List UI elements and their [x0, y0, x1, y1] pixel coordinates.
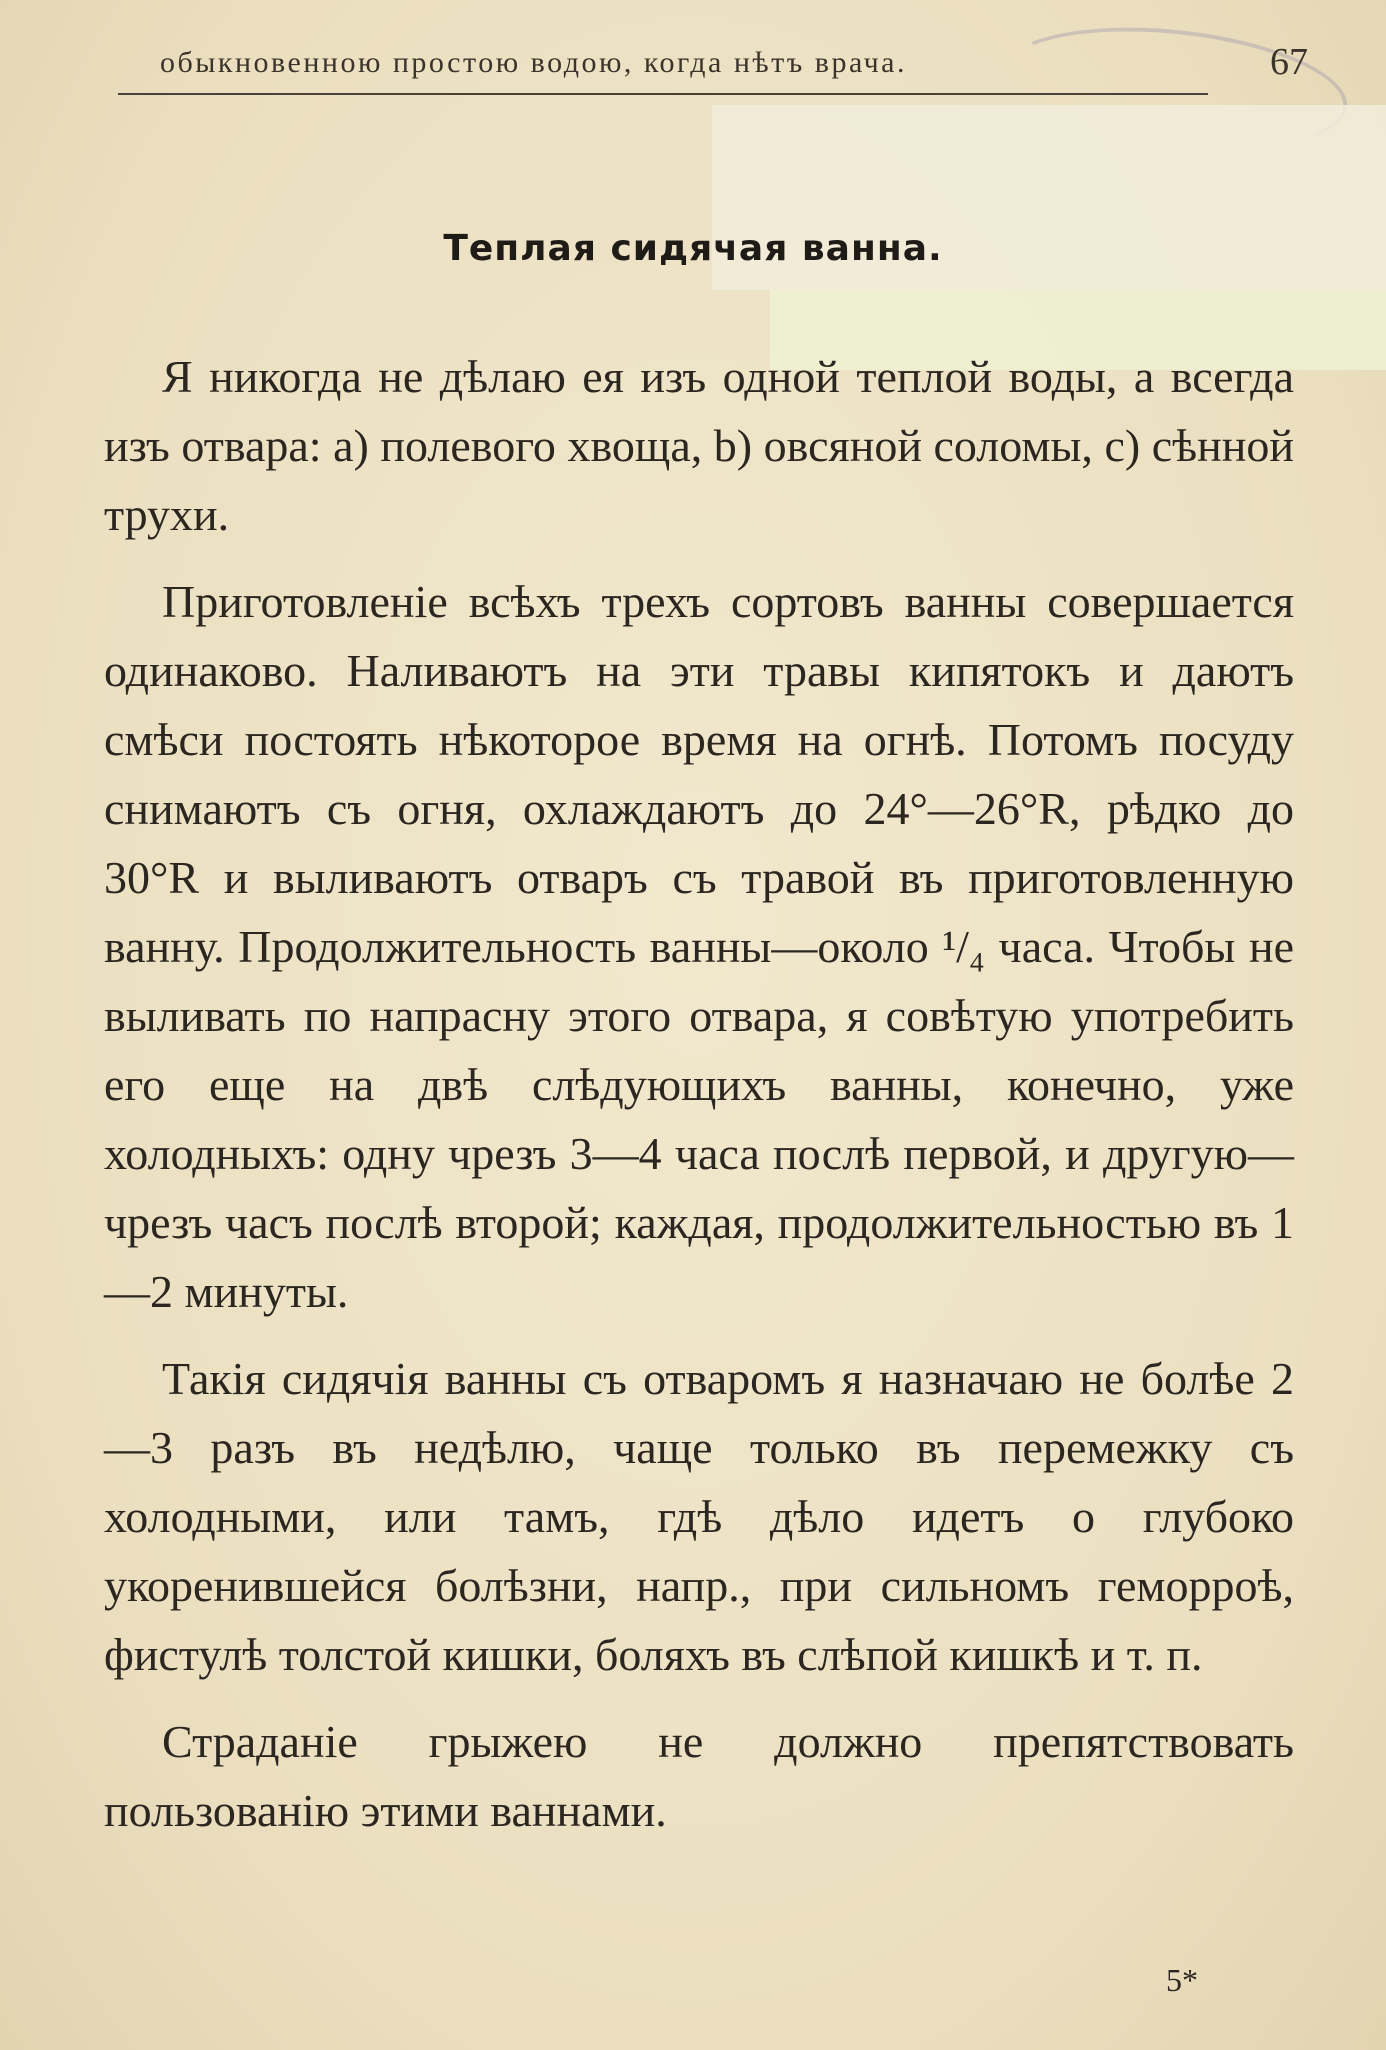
section-title: Теплая сидячая ванна. [443, 228, 943, 269]
paragraph: Приготовленіе всѣхъ трехъ сортовъ ванны совершается одинаково. Наливаютъ на эти травы кипятокъ и даютъ смѣси постоять нѣкоторое время на огнѣ. Потомъ посуду снимаютъ съ огня, охлаждаютъ до 24°—26°R, рѣдко до 30°R и выливаютъ отваръ съ травой въ приготовленную ванну. Продолжительность ванны—около ¹/₄ часа. Чтобы не выливать по напрасну этого отвара, я совѣтую употребить его еще на двѣ слѣдующихъ ванны, конечно, уже холодныхъ: одну чрезъ 3—4 часа послѣ первой, и другую—чрезъ часъ послѣ второй; каждая, продолжительностью въ 1—2 минуты. [104, 576, 1294, 1317]
page-header [118, 40, 1308, 100]
paragraph: Такія сидячія ванны съ отваромъ я назначаю не болѣе 2—3 разъ въ недѣлю, чаще только въ перемежку съ холодными, или тамъ, гдѣ дѣло идетъ о глубоко укоренившейся болѣзни, напр., при сильномъ геморроѣ, фистулѣ толстой кишки, боляхъ въ слѣпой кишкѣ и т. п. [104, 1353, 1294, 1680]
header-rule [118, 93, 1208, 95]
page-number: 67 [1270, 41, 1308, 83]
paragraph: Я никогда не дѣлаю ея изъ одной теплой воды, а всегда изъ отвара: а) полевого хвоща, b) овсяной соломы, с) сѣнной трухи. [104, 351, 1294, 540]
signature-mark: 5* [1166, 1962, 1198, 1998]
running-head: обыкновенною простою водою, когда нѣтъ врача. [160, 46, 907, 79]
paragraph: Страданіе грыжею не должно препятствовать пользованію этими ваннами. [104, 1716, 1294, 1836]
body-text [104, 342, 1294, 1863]
